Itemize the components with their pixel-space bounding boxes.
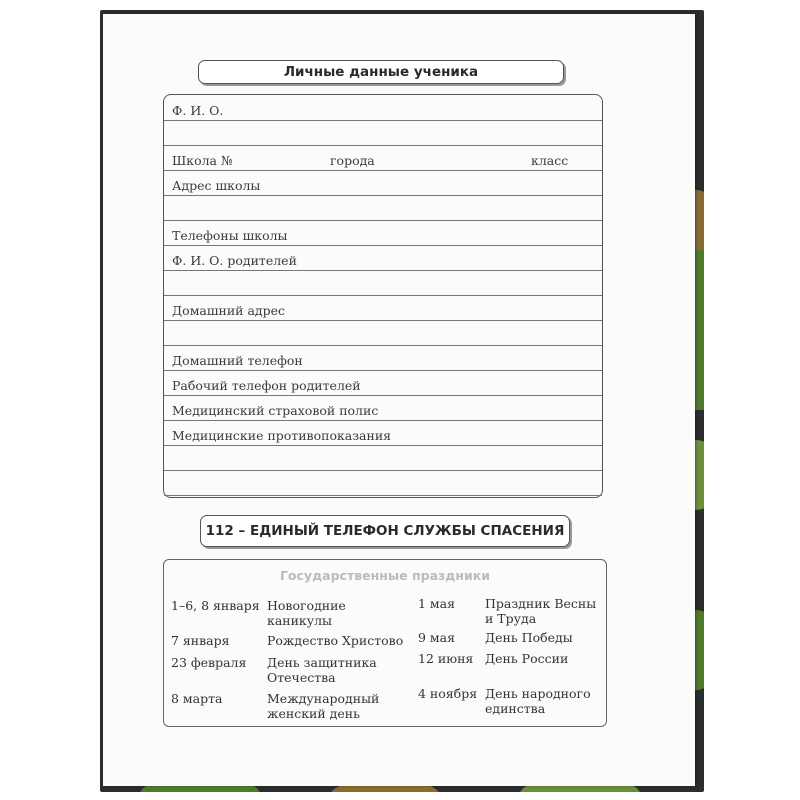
holiday-date: 1–6, 8 января xyxy=(171,598,260,613)
holiday-name xyxy=(267,691,379,721)
holiday-name-line: Международный xyxy=(267,691,380,706)
holiday-name-line: и Труда xyxy=(485,611,537,626)
form-row-school[interactable] xyxy=(164,145,602,171)
city-label: города xyxy=(330,153,375,168)
form-row-insurance[interactable] xyxy=(164,395,602,421)
form-row-blank[interactable] xyxy=(164,195,602,221)
holiday-name-line: День России xyxy=(485,651,569,666)
form-row-blank[interactable] xyxy=(164,320,602,346)
holiday-name-line: Праздник Весны xyxy=(485,596,597,611)
holiday-date: 1 мая xyxy=(418,596,455,611)
holiday-name-line: женский день xyxy=(267,706,360,721)
class-label: класс xyxy=(531,153,569,168)
school-phones-label: Телефоны школы xyxy=(172,228,288,243)
holiday-name xyxy=(267,655,377,685)
diary-page xyxy=(103,14,695,786)
holiday-name-line: День защитника xyxy=(267,655,377,670)
form-row-school-address[interactable] xyxy=(164,170,602,196)
holidays-title: Государственные праздники xyxy=(279,568,491,583)
holiday-name-line: День Победы xyxy=(485,630,573,645)
form-row-parents[interactable] xyxy=(164,245,602,271)
holiday-name-line: День народного xyxy=(485,686,591,701)
form-row-blank[interactable] xyxy=(164,445,602,471)
holiday-name xyxy=(485,630,573,645)
holiday-name-line: каникулы xyxy=(267,613,332,628)
form-row-blank[interactable] xyxy=(164,270,602,296)
holiday-name xyxy=(485,686,591,716)
holiday-name xyxy=(267,633,403,648)
holiday-date: 23 февраля xyxy=(171,655,247,670)
fio-label: Ф. И. О. xyxy=(172,103,224,118)
form-row-parents-work-phone[interactable] xyxy=(164,370,602,396)
holiday-name-line: единства xyxy=(485,701,546,716)
school-address-label: Адрес школы xyxy=(172,178,261,193)
personal-data-title: Личные данные ученика xyxy=(198,60,564,84)
holiday-date: 8 марта xyxy=(171,691,223,706)
form-row-school-phones[interactable] xyxy=(164,220,602,246)
form-row-fio[interactable] xyxy=(164,95,602,121)
school-label: Школа № xyxy=(172,153,233,168)
home-address-label: Домашний адрес xyxy=(172,303,286,318)
holiday-date: 4 ноября xyxy=(418,686,478,701)
form-row-blank[interactable] xyxy=(164,120,602,146)
holiday-date: 12 июня xyxy=(418,651,474,666)
holiday-name-line: Отечества xyxy=(267,670,336,685)
form-row-home-phone[interactable] xyxy=(164,345,602,371)
form-row-blank[interactable] xyxy=(164,470,602,496)
holidays-box xyxy=(163,559,607,727)
insurance-label: Медицинский страховой полис xyxy=(172,403,379,418)
form-row-home-address[interactable] xyxy=(164,295,602,321)
holiday-date: 7 января xyxy=(171,633,230,648)
holiday-name-line: Новогодние xyxy=(267,598,346,613)
form-row-contraindications[interactable] xyxy=(164,420,602,446)
holiday-date: 9 мая xyxy=(418,630,455,645)
holiday-name xyxy=(485,596,596,626)
holiday-name-line: Рождество Христово xyxy=(267,633,404,648)
personal-data-form xyxy=(163,94,603,498)
holiday-name xyxy=(485,651,568,666)
contraindications-label: Медицинские противопоказания xyxy=(172,428,392,443)
emergency-phone-banner: 112 – ЕДИНЫЙ ТЕЛЕФОН СЛУЖБЫ СПАСЕНИЯ xyxy=(200,515,570,547)
parents-work-phone-label: Рабочий телефон родителей xyxy=(172,378,361,393)
parents-label: Ф. И. О. родителей xyxy=(172,253,297,268)
holiday-name xyxy=(267,598,346,628)
home-phone-label: Домашний телефон xyxy=(172,353,303,368)
